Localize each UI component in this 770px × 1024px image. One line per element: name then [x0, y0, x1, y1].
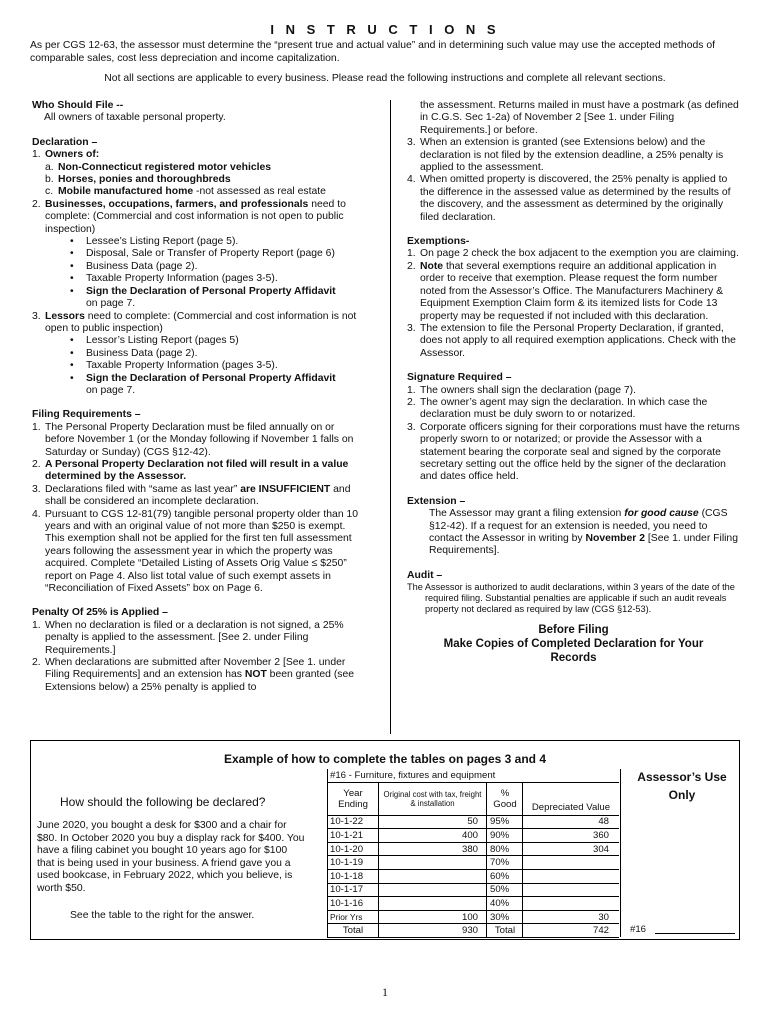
- intro-paragraph: As per CGS 12-63, the assessor must determine the “present true and actual value” and in determining such value may use the accepted methods of comparable sales, cost less depreciation and income capitalization.: [30, 40, 716, 64]
- list-item: b. Horses, ponies and thoroughbreds: [45, 174, 231, 186]
- filing-list: [32, 422, 362, 596]
- declaration-heading: Declaration –: [32, 136, 98, 148]
- table-row: 10-1-20 380 80% 304: [327, 842, 619, 856]
- not-all-notice: Not all sections are applicable to every business. Please read the following instructions and complete all relevant sections.: [104, 73, 666, 84]
- exemptions-list: [407, 248, 740, 360]
- list-item: 2. A Personal Property Declaration not filed will result in a value determined by the Assessor.: [32, 458, 349, 483]
- signature-heading: Signature Required –: [407, 372, 512, 384]
- page-number: 1: [382, 985, 388, 999]
- example-story: June 2020, you bought a desk for $300 and a chair for $80. In October 2020 you buy a display rack for $400. You have a filing cabinet you bought 10 years ago for $100 that is being used in your business. A friend gave you a used bookcase, in February 2022, which you believe, is worth $50.: [37, 820, 305, 894]
- page-title: I N S T R U C T I O N S: [270, 22, 500, 37]
- right-column: [407, 100, 740, 665]
- declaration-bullets-lessors: [32, 335, 362, 397]
- table-row: 10-1-19 70%: [327, 856, 619, 870]
- assessor-use-only-label: Assessor’s Use Only: [637, 770, 727, 802]
- table-row: 10-1-17 50%: [327, 883, 619, 897]
- table-row: 10-1-21 400 90% 360: [327, 829, 619, 843]
- who-text: All owners of taxable personal property.: [44, 112, 226, 124]
- audit-text: The Assessor is authorized to audit declarations, within 3 years of the date of the required filing. Substantial penalties are applicable if such an audit reveals property not declared as required by law (CGS §12-53).: [407, 582, 735, 615]
- header-percent: % Good: [487, 782, 523, 815]
- before-filing-notice: Before Filing Make Copies of Completed Declaration for Your Records: [443, 624, 704, 665]
- list-item: 2. Businesses, occupations, farmers, and professionals need to complete: (Commercial and cost information is not open to public inspection): [32, 198, 346, 235]
- list-item: the assessment. Returns mailed in must have a postmark (as defined in C.G.S. Sec 1-2a) of November 2 [See 1. under Filing Requirements.] or before.: [420, 100, 739, 136]
- header-year: Year Ending: [327, 782, 379, 815]
- list-item: 2. The owner’s agent may sign the declaration. In which case the declaration must be duly sworn to or notarized.: [407, 396, 708, 421]
- penalty-list: [32, 620, 362, 694]
- who-heading: Who Should File --: [32, 100, 124, 111]
- table-total-row: Total 930 Total 742: [327, 924, 619, 938]
- list-item: • Business Data (page 2).: [32, 261, 362, 273]
- table-row: 10-1-18 60%: [327, 869, 619, 883]
- list-item: 1. The owners shall sign the declaration (page 7).: [407, 384, 637, 396]
- list-item: 4. When omitted property is discovered, the 25% penalty is applied to the difference in the assessed value as determined by the results of the discovery, and the assessment as determined by the originally filed declaration.: [407, 174, 731, 223]
- assessor-entry-line: [655, 933, 735, 934]
- list-item: 3. Corporate officers signing for their corporations must have the returns properly sworn to or notarized; or provide the Assessor with a statement bearing the corporate seal and signed by the corporate secretary setting out the office held by the signer of the declaration and dates office held.: [407, 421, 740, 483]
- list-item: 2. When declarations are submitted after November 2 [See 1. under Filing Requirements] and an extension has NOT been granted (see Extensions below) a 25% penalty is applied to: [32, 657, 355, 693]
- declaration-list-lessors: [32, 311, 362, 336]
- list-item: 1. On page 2 check the box adjacent to the exemption you are claiming.: [407, 248, 739, 260]
- example-table: [327, 769, 619, 938]
- list-item: • Lessee’s Listing Report (page 5).: [32, 236, 362, 248]
- list-item: 1. When no declaration is filed or a declaration is not signed, a 25% penalty is applied to the assessment. [See 2. under Filing Requirements.]: [32, 619, 344, 656]
- table-header-row: [327, 782, 619, 815]
- see-table-note: See the table to the right for the answer.: [70, 910, 255, 921]
- list-item: • Sign the Declaration of Personal Property Affidavit on page 7.: [32, 286, 362, 311]
- list-item: • Sign the Declaration of Personal Property Affidavit on page 7.: [32, 373, 362, 398]
- table-group-title: #16 - Furniture, fixtures and equipment: [327, 769, 619, 782]
- declaration-bullets-businesses: [32, 236, 362, 310]
- assessor-code: #16: [630, 924, 647, 935]
- list-item: 3. Declarations filed with “same as last year” are INSUFFICIENT and shall be considered an incomplete declaration.: [32, 483, 351, 508]
- list-item: • Taxable Property Information (pages 3-5).: [32, 273, 362, 285]
- list-item: c. Mobile manufactured home -not assessed as real estate: [45, 186, 326, 198]
- signature-list: [407, 385, 740, 484]
- declaration-list: [32, 149, 362, 236]
- list-item: 1. The Personal Property Declaration must be filed annually on or before November 1 (or the Monday following if November 1 falls on Saturday or Sunday) (CGS §12-42).: [32, 421, 354, 458]
- list-item: • Lessor’s Listing Report (pages 5): [32, 335, 362, 347]
- column-divider: [390, 100, 391, 734]
- list-item: a. Non-Connecticut registered motor vehicles: [45, 161, 272, 173]
- list-item: 3. When an extension is granted (see Extensions below) and the declaration is not filed by the extension deadline, a 25% penalty is applied to the assessment.: [407, 137, 724, 174]
- list-item: 4. Pursuant to CGS 12-81(79) tangible personal property older than 10 years and with an original value of not more than $250 is exempt. This exemption shall not be applied for the first ten full assessment years following the assessment year in which the property was acquired. Complete “Detailed Listing of Assets Orig Value ≤ $250” report on Page 4. Also list total value of such exempt assets in “Reconciliation of Fixed Assets” box on Page 6.: [32, 508, 359, 595]
- list-item: 3. Lessors need to complete: (Commercial and cost information is not open to public inspection): [32, 310, 357, 334]
- list-item: 3. The extension to file the Personal Property Declaration, if granted, does not apply to all required exemption applications. Check with the Assessor.: [407, 322, 736, 359]
- header-cost: Original cost with tax, freight & installation: [379, 782, 487, 815]
- header-depreciated: Depreciated Value: [523, 782, 620, 815]
- table-row: 10-1-16 40%: [327, 897, 619, 911]
- table-row: Prior Yrs 100 30% 30: [327, 910, 619, 924]
- list-item: • Disposal, Sale or Transfer of Property Report (page 6): [32, 248, 362, 260]
- list-item: • Business Data (page 2).: [32, 348, 362, 360]
- example-question: How should the following be declared?: [60, 795, 266, 809]
- left-column: [32, 100, 362, 694]
- list-item: 2. Note that several exemptions require an additional application in order to receive that exemption. Please request the form number noted from the Assessor’s Office. The Manufacturers Machinery & Equipment Exemption Claim form & its itemized lists for Code 13 property may be requested if not included with this declaration.: [407, 260, 724, 322]
- example-title: Example of how to complete the tables on pages 3 and 4: [223, 752, 547, 766]
- extension-heading: Extension –: [407, 495, 466, 507]
- extension-text: The Assessor may grant a filing extension for good cause (CGS §12-42). If a request for an extension is needed, you need to contact the Assessor in writing by November 2 [See 1. under Filing Requirements].: [429, 508, 738, 557]
- list-item: • Taxable Property Information (pages 3-5).: [32, 360, 362, 372]
- filing-heading: Filing Requirements –: [32, 409, 141, 421]
- list-item: 1. Owners of: a. Non-Connecticut registered motor vehicles b. Horses, ponies and thoroughbreds c. Mobile manufactured home -not assessed as real estate: [32, 149, 362, 199]
- penalty-heading: Penalty Of 25% is Applied –: [32, 607, 168, 619]
- table-row: 10-1-22 50 95% 48: [327, 815, 619, 829]
- exemptions-heading: Exemptions-: [407, 236, 470, 248]
- penalty-list-continued: [407, 100, 740, 224]
- audit-heading: Audit –: [407, 569, 443, 581]
